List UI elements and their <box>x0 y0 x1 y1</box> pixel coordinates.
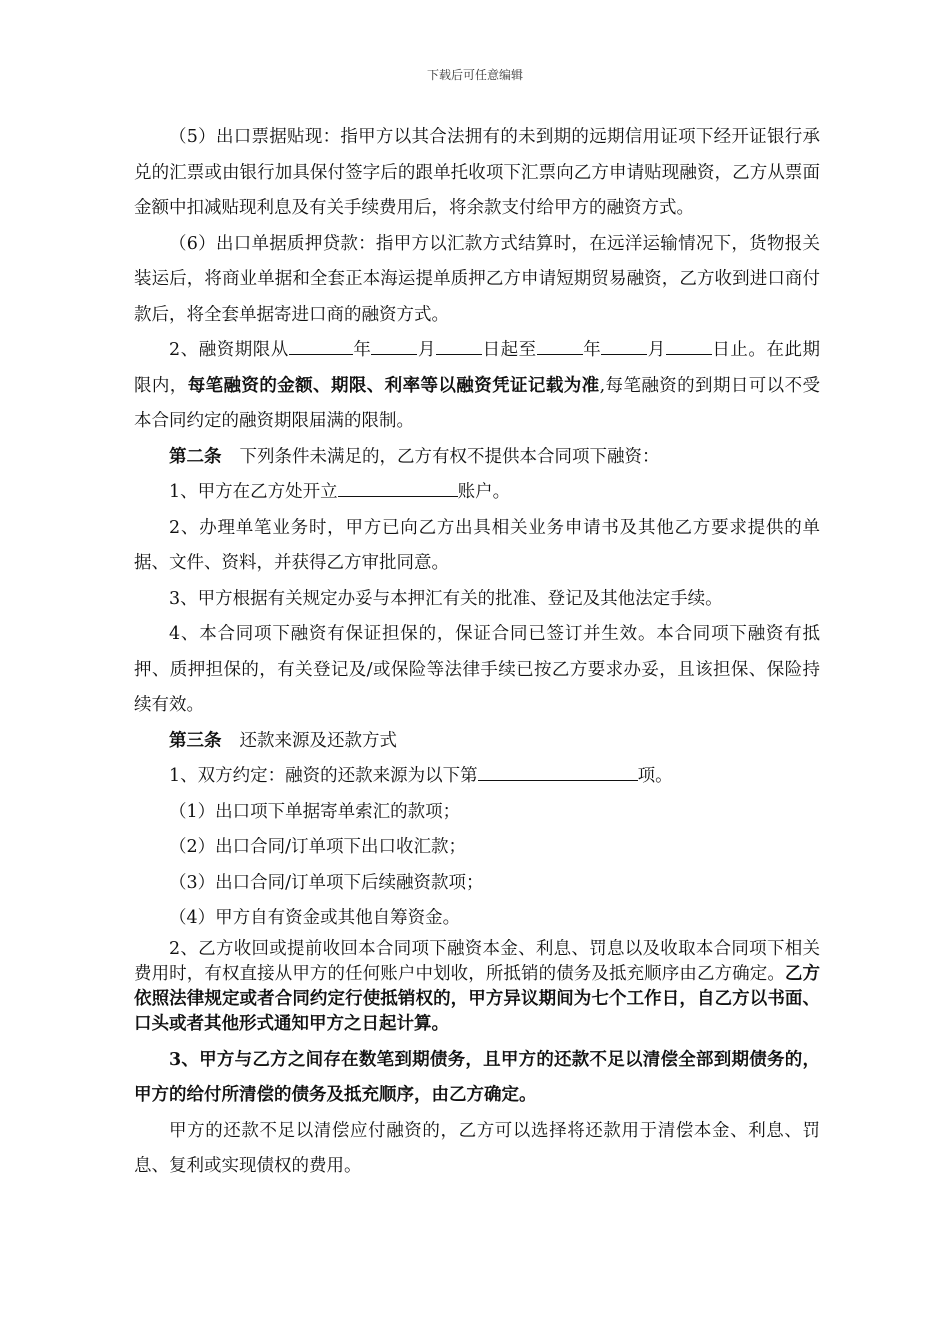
item-3-1-suffix: 项。 <box>637 766 673 786</box>
term-text-2: 年 <box>352 340 372 360</box>
term-text-3: 月 <box>417 340 437 360</box>
repayment-source-option-1: （1）出口项下单据寄单索汇的款项； <box>169 801 461 822</box>
article-3-item-4: 甲方的还款不足以清偿应付融资的，乙方可以选择将还款用于清偿本金、利息、罚息、复利或实现债权的费用。 <box>134 1120 820 1176</box>
item-3-2-text: 2、乙方收回或提前收回本合同项下融资本金、利息、罚息以及收取本合同项下相关费用时，有权直接从甲方的任何账户中划收，所抵销的债务及抵充顺序由乙方确定。 <box>134 938 820 984</box>
repayment-source-option-2: （2）出口合同/订单项下出口收汇款； <box>169 837 467 857</box>
item-3-1-text: 1、双方约定：融资的还款来源为以下第 <box>169 766 478 786</box>
document-body <box>134 120 820 1185</box>
blank-repayment-source[interactable] <box>478 760 638 781</box>
term-text-7: 日止。在此期限内， <box>134 340 821 396</box>
paragraph-export-document-pledge-loan: （6）出口单据质押贷款：指甲方以汇款方式结算时，在远洋运输情况下，货物报关装运后，将商业单据和全套正本海运提单质押乙方申请短期贸易融资，乙方收到进口商付款后，将全套单据寄进口商的融资方式。 <box>134 233 820 325</box>
article-3-item-2 <box>134 937 820 1037</box>
repayment-source-option-3: （3）出口合同/订单项下后续融资款项； <box>169 872 484 893</box>
blank-end-month[interactable] <box>601 334 647 355</box>
repayment-source-option-4: （4）甲方自有资金或其他自筹资金。 <box>169 908 461 928</box>
article-2-item-2: 2、办理单笔业务时，甲方已向乙方出具相关业务申请书及其他乙方要求提供的单据、文件、资料，并获得乙方审批同意。 <box>134 517 820 573</box>
blank-start-day[interactable] <box>436 334 482 355</box>
paragraph-financing-term <box>134 333 820 440</box>
term-text-8: ,每笔融资的到期日可以不受本合同约定的融资期限届满的限制。 <box>134 375 820 431</box>
term-text-6: 月 <box>647 340 666 360</box>
article-2-text: 下列条件未满足的，乙方有权不提供本合同项下融资： <box>239 446 660 467</box>
blank-end-year[interactable] <box>537 334 583 355</box>
term-text-4: 日起至 <box>482 340 537 360</box>
blank-start-month[interactable] <box>371 334 417 355</box>
term-text-1: 2、融资期限从 <box>169 340 289 360</box>
article-2-item-4: 4、本合同项下融资有保证担保的，保证合同已签订并生效。本合同项下融资有抵押、质押担保的，有关登记及/或保险等法律手续已按乙方要求办妥，且该担保、保险持续有效。 <box>134 624 820 715</box>
article-2-item-1 <box>134 475 820 511</box>
page-header: 下载后可任意编辑 <box>426 68 523 82</box>
blank-account-name[interactable] <box>338 476 458 497</box>
item-1-text: 1、甲方在乙方处开立 <box>169 482 338 502</box>
paragraph-export-bill-discount: （5）出口票据贴现：指甲方以其合法拥有的未到期的远期信用证项下经开证银行承兑的汇票或由银行加具保付签字后的跟单托收项下汇票向乙方申请贴现融资，乙方从票面金额中扣减贴现利息及有关手续费用后，将余款支付给甲方的融资方式。 <box>134 127 820 218</box>
article-2-title: 第二条 <box>169 446 222 467</box>
item-1-suffix: 账户。 <box>457 482 511 502</box>
item-3-2-bold-clause: 乙方依照法律规定或者合同约定行使抵销权的，甲方异议期间为七个工作日，自乙方以书面、口头或者其他形式通知甲方之日起计算。 <box>134 963 820 1034</box>
article-2-heading <box>134 440 820 476</box>
article-3-text: 还款来源及还款方式 <box>239 730 397 751</box>
blank-end-day[interactable] <box>666 334 712 355</box>
article-3-heading <box>134 724 820 760</box>
article-3-item-1 <box>134 759 820 795</box>
term-text-5: 年 <box>582 340 602 360</box>
article-3-item-3: 3、甲方与乙方之间存在数笔到期债务，且甲方的还款不足以清偿全部到期债务的，甲方的给付所清偿的债务及抵充顺序，由乙方确定。 <box>134 1049 820 1105</box>
article-3-title: 第三条 <box>169 730 222 751</box>
term-bold-clause: 每笔融资的金额、期限、利率等以融资凭证记载为准 <box>187 375 600 396</box>
blank-start-year[interactable] <box>289 334 353 355</box>
article-2-item-3: 3、甲方根据有关规定办妥与本押汇有关的批准、登记及其他法定手续。 <box>169 588 723 609</box>
